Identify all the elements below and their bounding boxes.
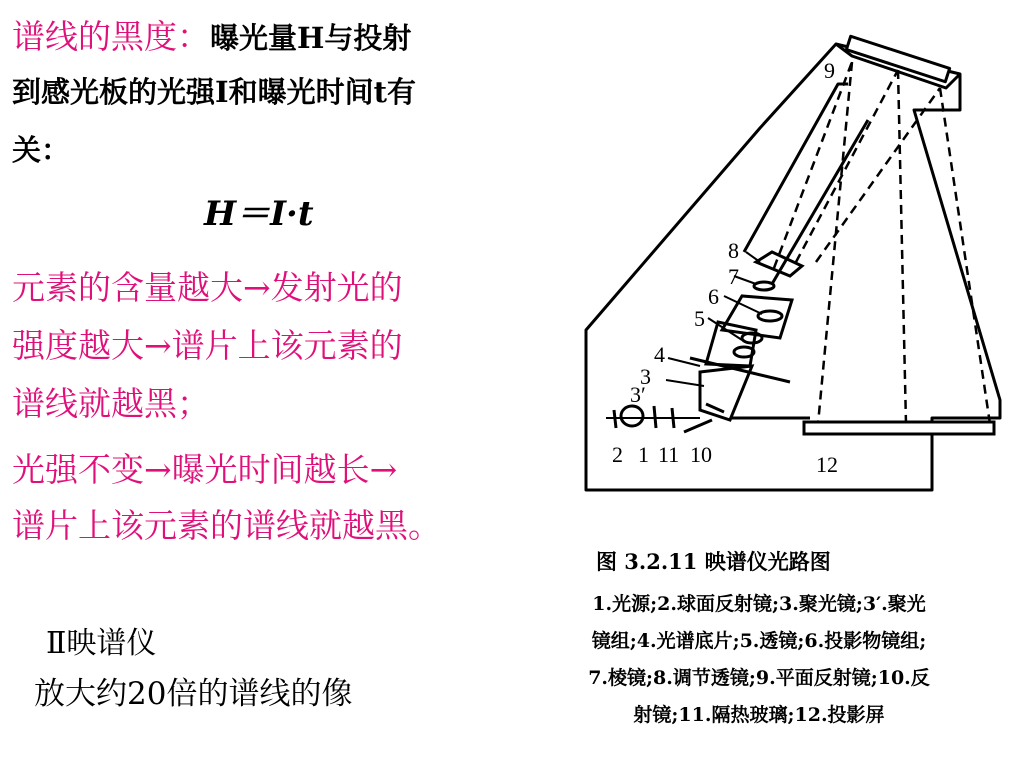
paragraph-1-text: 曝光量H与投射 xyxy=(210,21,412,55)
beam-4 xyxy=(818,62,852,424)
leader-7 xyxy=(734,276,756,284)
lens-3 xyxy=(654,406,656,428)
beam-2 xyxy=(796,70,898,262)
leader-3 xyxy=(666,380,704,386)
figure-caption: 图 3.2.11 映谱仪光路图 xyxy=(596,549,831,574)
label-2: 2 xyxy=(612,442,623,467)
mirror-2 xyxy=(614,410,616,428)
plate-4 xyxy=(690,358,790,382)
glass-11 xyxy=(672,408,674,428)
figure-legend-line-2: 镜组;4.光谱底片;5.透镜;6.投影物镜组; xyxy=(591,630,927,652)
paragraph-1-line-2: 到感光板的光强I和曝光时间t有 xyxy=(12,75,416,109)
label-10: 10 xyxy=(690,442,712,467)
paragraph-1-line-3: 关： xyxy=(12,133,71,167)
paragraph-1 xyxy=(12,8,411,67)
top-housing xyxy=(836,44,960,88)
cabinet-outline xyxy=(586,44,1000,490)
mirror-9 xyxy=(846,36,949,81)
lens-5b xyxy=(734,347,754,357)
label-4: 4 xyxy=(654,342,665,367)
projection-screen-12 xyxy=(804,422,994,434)
beam-5 xyxy=(898,70,906,424)
leader-6 xyxy=(724,296,762,314)
lens-5a xyxy=(742,333,762,343)
leader-5 xyxy=(708,318,742,340)
beam-3 xyxy=(816,88,940,262)
beam-6 xyxy=(940,88,990,424)
paragraph-3-line-2: 谱片上该元素的谱线就越黑。 xyxy=(12,506,441,545)
figure-legend-line-4: 射镜;11.隔热玻璃;12.投影屏 xyxy=(633,704,885,726)
label-9: 9 xyxy=(824,58,835,83)
lens-7 xyxy=(754,282,774,290)
leader-4 xyxy=(668,358,700,366)
label-5: 5 xyxy=(694,306,705,331)
lens-8 xyxy=(756,252,802,276)
tube-lower xyxy=(772,120,868,284)
leader-8 xyxy=(746,252,760,262)
lens-barrel xyxy=(722,296,792,338)
figure-legend-line-1: 1.光源;2.球面反射镜;3.聚光镜;3′.聚光 xyxy=(592,593,926,615)
paragraph-2-line-3: 谱线就越黑； xyxy=(12,384,210,423)
lower-housing xyxy=(700,366,752,420)
prism-plate xyxy=(706,404,724,412)
mirror-10 xyxy=(684,420,712,432)
paragraph-2-line-2: 强度越大→谱片上该元素的 xyxy=(12,326,403,365)
label-3-prime: 3′ xyxy=(630,382,646,407)
lens-6 xyxy=(758,311,782,321)
beam-1 xyxy=(774,62,852,268)
label-6: 6 xyxy=(708,284,719,309)
paragraph-2-line-1: 元素的含量越大→发射光的 xyxy=(12,268,403,307)
label-8: 8 xyxy=(728,238,739,263)
label-1: 1 xyxy=(638,442,649,467)
label-3: 3 xyxy=(640,364,651,389)
figure-legend-line-3: 7.棱镜;8.调节透镜;9.平面反射镜;10.反 xyxy=(588,667,930,689)
exposure-formula: H＝I·t xyxy=(204,194,314,234)
blackness-heading: 谱线的黑度： xyxy=(12,17,210,56)
condenser-stack xyxy=(706,322,756,366)
section-subtitle: 放大约20倍的谱线的像 xyxy=(34,676,353,712)
section-title: Ⅱ映谱仪 xyxy=(46,626,157,661)
label-12: 12 xyxy=(816,452,838,477)
label-7: 7 xyxy=(728,264,739,289)
paragraph-3-line-1: 光强不变→曝光时间越长→ xyxy=(12,450,398,489)
label-11: 11 xyxy=(658,442,680,467)
light-source-1 xyxy=(621,406,643,426)
tube-body xyxy=(744,84,848,252)
